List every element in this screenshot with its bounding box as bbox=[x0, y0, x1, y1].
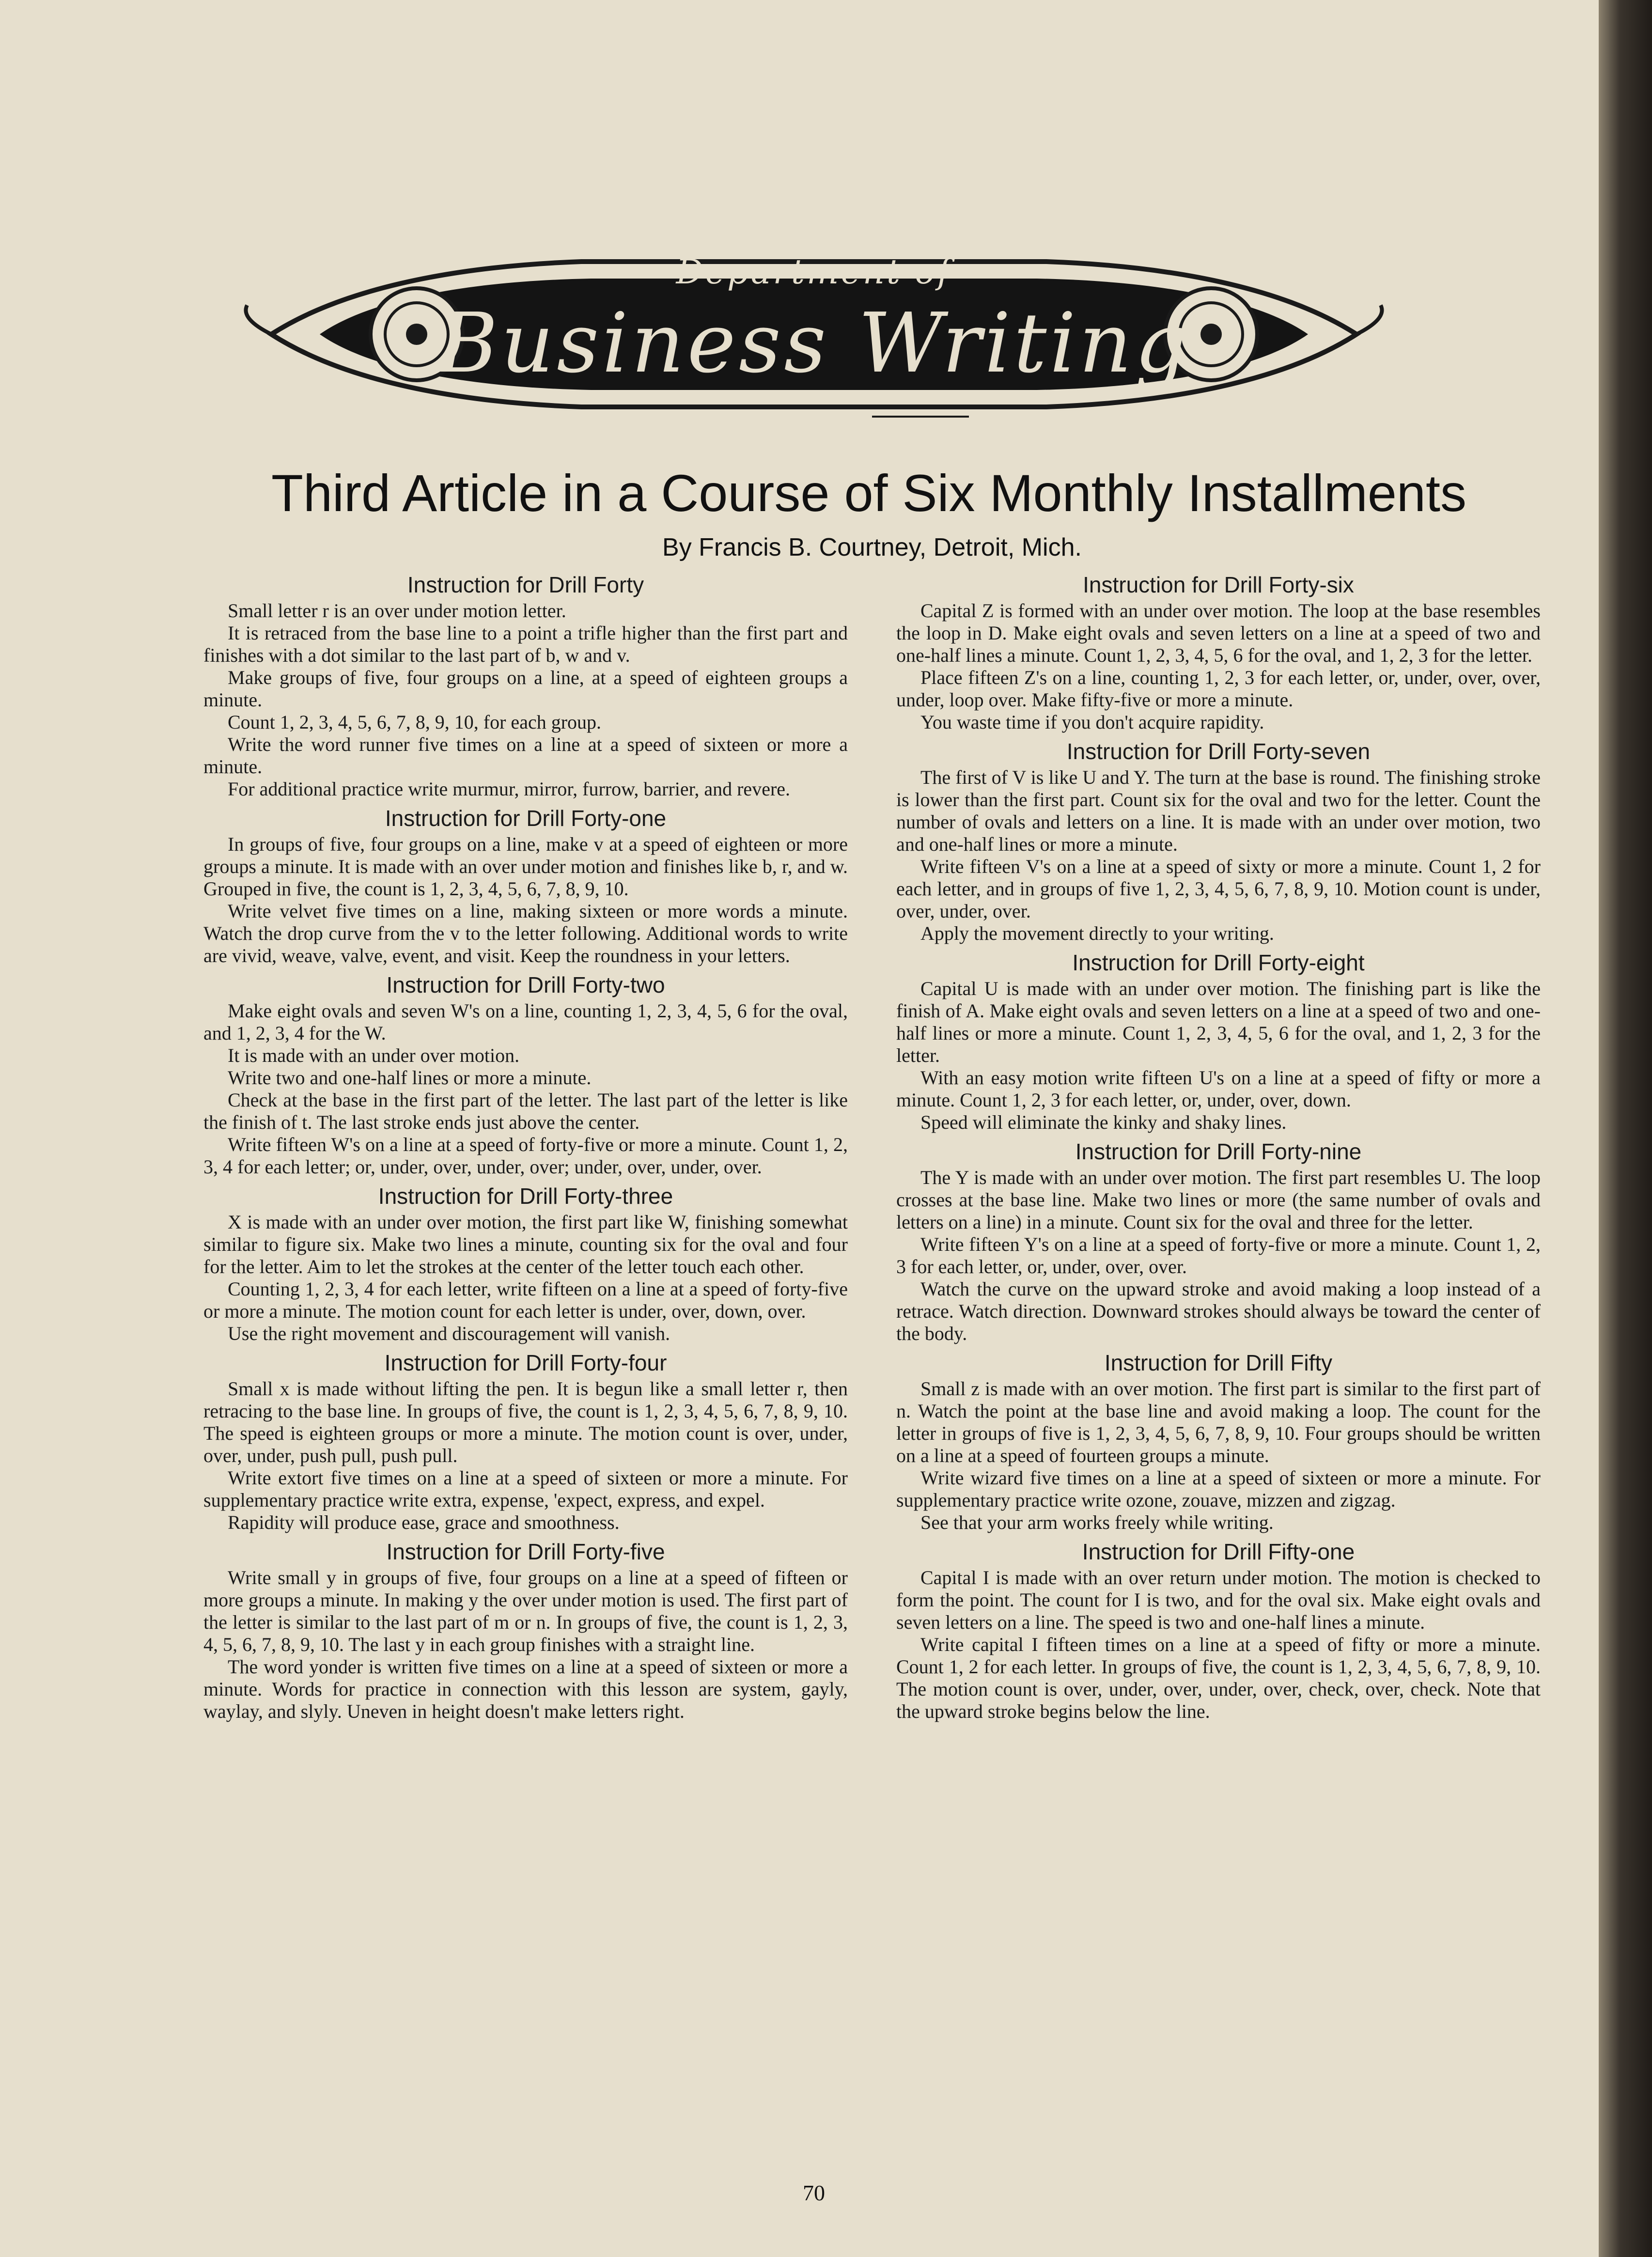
paragraph: Write fifteen W's on a line at a speed of forty-five or more a minute. Count 1, 2, 3, 4 for each letter; or, under, over, under, over; under, over, under, over. bbox=[203, 1134, 848, 1178]
paragraph: Write wizard five times on a line at a speed of sixteen or more a minute. For supplementary practice write ozone, zouave, mizzen and zigzag. bbox=[896, 1467, 1541, 1511]
paragraph: Speed will eliminate the kinky and shaky lines. bbox=[920, 1111, 1287, 1133]
right-column bbox=[896, 567, 1541, 1723]
department-banner bbox=[242, 233, 1386, 436]
paragraph: With an easy motion write fifteen U's on a line at a speed of fifty or more a minute. Count 1, 2, 3 for each letter, or, under, over, down. bbox=[896, 1067, 1541, 1111]
section-heading: Instruction for Drill Forty-three bbox=[378, 1183, 673, 1209]
paragraph: See that your arm works freely while writing. bbox=[920, 1511, 1274, 1533]
paragraph: Capital Z is formed with an under over motion. The loop at the base resembles the loop in D. Make eight ovals and seven letters on a line at a speed of two and one-half lines a minute. Count 1, 2, 3, 4, 5, 6 for the oval, and 1, 2, 3 for the letter. bbox=[896, 600, 1541, 666]
paragraph: Write extort five times on a line at a speed of sixteen or more a minute. For supplementary practice write extra, expense, 'expect, express, and expel. bbox=[203, 1467, 848, 1511]
article-title: Third Article in a Course of Six Monthly Installments bbox=[271, 464, 1466, 522]
section-heading: Instruction for Drill Fifty bbox=[1104, 1350, 1333, 1375]
paragraph: Place fifteen Z's on a line, counting 1, 2, 3 for each letter, or, under, over, over, under, loop over. Make fifty-five or more a minute. bbox=[896, 667, 1541, 711]
paragraph: Apply the movement directly to your writing. bbox=[920, 922, 1274, 944]
section-heading: Instruction for Drill Forty bbox=[407, 572, 644, 597]
section-heading: Instruction for Drill Forty-one bbox=[385, 806, 667, 831]
paragraph: It is retraced from the base line to a point a trifle higher than the first part and finishes with a dot similar to the last part of b, w and v. bbox=[203, 622, 848, 666]
banner-subtitle: Business Writing bbox=[437, 296, 1191, 391]
section-heading: Instruction for Drill Forty-six bbox=[1083, 572, 1354, 597]
left-column bbox=[203, 567, 848, 1723]
paragraph: Write fifteen V's on a line at a speed of sixty or more a minute. Count 1, 2 for each letter, and in groups of five 1, 2, 3, 4, 5, 6, 7, 8, 9, 10. Motion count is under, over, under, over. bbox=[896, 856, 1541, 922]
paragraph: Make groups of five, four groups on a line, at a speed of eighteen groups a minute. bbox=[203, 667, 848, 711]
paragraph: Write fifteen Y's on a line at a speed of forty-five or more a minute. Count 1, 2, 3 for each letter, or, under, over, over. bbox=[896, 1233, 1541, 1277]
paragraph: For additional practice write murmur, mirror, furrow, barrier, and revere. bbox=[228, 778, 791, 800]
page-edge bbox=[1599, 0, 1652, 2257]
byline: By Francis B. Courtney, Detroit, Mich. bbox=[662, 533, 1082, 561]
paragraph: Small letter r is an over under motion letter. bbox=[228, 600, 566, 622]
paragraph: Capital I is made with an over return under motion. The motion is checked to form the point. The count for I is two, and for the oval six. Make eight ovals and seven letters on a line. The speed is two and one-half lines a minute. bbox=[896, 1567, 1541, 1633]
paragraph: Count 1, 2, 3, 4, 5, 6, 7, 8, 9, 10, for each group. bbox=[228, 711, 602, 733]
paragraph: Rapidity will produce ease, grace and smoothness. bbox=[228, 1511, 620, 1533]
paragraph: X is made with an under over motion, the first part like W, finishing somewhat similar to figure six. Make two lines a minute, counting six for the oval and four for the letter. Aim to let the strokes at the center of the letter touch each other. bbox=[203, 1211, 848, 1277]
paragraph: Watch the curve on the upward stroke and avoid making a loop instead of a retrace. Watch direction. Downward strokes should always be toward the center of the body. bbox=[896, 1278, 1541, 1344]
paragraph: Make eight ovals and seven W's on a line, counting 1, 2, 3, 4, 5, 6 for the oval, and 1, 2, 3, 4 for the W. bbox=[203, 1000, 848, 1044]
paragraph: It is made with an under over motion. bbox=[228, 1044, 520, 1066]
paragraph: Write velvet five times on a line, making sixteen or more words a minute. Watch the drop curve from the v to the letter following. Additional words to write are vivid, weave, valve, event, and visit. Keep the roundness in your letters. bbox=[203, 900, 848, 966]
paragraph: You waste time if you don't acquire rapidity. bbox=[920, 711, 1264, 733]
section-heading: Instruction for Drill Forty-four bbox=[384, 1350, 667, 1375]
paragraph: Write small y in groups of five, four groups on a line at a speed of fifteen or more groups a minute. In making y the over under motion is used. The first part of the letter is similar to the last part of m or n. In groups of five, the count is 1, 2, 3, 4, 5, 6, 7, 8, 9, 10. The last y in each group finishes with a straight line. bbox=[203, 1567, 848, 1655]
paragraph: Write the word runner five times on a line at a speed of sixteen or more a minute. bbox=[203, 733, 848, 778]
paragraph: Counting 1, 2, 3, 4 for each letter, write fifteen on a line at a speed of forty-five or more a minute. The motion count for each letter is under, over, down, over. bbox=[203, 1278, 848, 1322]
section-heading: Instruction for Drill Fifty-one bbox=[1082, 1539, 1355, 1564]
section-heading: Instruction for Drill Forty-two bbox=[386, 972, 665, 997]
section-heading: Instruction for Drill Forty-nine bbox=[1075, 1139, 1362, 1164]
section-heading: Instruction for Drill Forty-five bbox=[386, 1539, 665, 1564]
paragraph: Small z is made with an over motion. The first part is similar to the first part of n. Watch the point at the base line and avoid making a loop. The count for the letter in groups of five is 1, 2, 3, 4, 5, 6, 7, 8, 9, 10. Four groups should be written on a line at a speed of fourteen groups a minute. bbox=[896, 1378, 1541, 1466]
banner-title: Department of bbox=[676, 252, 952, 292]
paragraph: Capital U is made with an under over motion. The finishing part is like the finish of A. Make eight ovals and seven letters on a line at a speed of two and one-half lines or more a minute. Count 1, 2, 3, 4, 5, 6 for the oval, and 1, 2, 3 for the letter. bbox=[896, 978, 1541, 1066]
paragraph: Use the right movement and discouragement will vanish. bbox=[228, 1323, 670, 1344]
paragraph: Small x is made without lifting the pen. It is begun like a small letter r, then retracing to the base line. In groups of five, the count is 1, 2, 3, 4, 5, 6, 7, 8, 9, 10. The speed is eighteen groups or more a minute. The motion count is over, under, over, under, push pull, push pull. bbox=[203, 1378, 848, 1466]
section-heading: Instruction for Drill Forty-seven bbox=[1066, 739, 1371, 764]
paragraph: The first of V is like U and Y. The turn at the base is round. The finishing stroke is lower than the first part. Count six for the oval and two for the letter. Count the number of ovals and letters on a line. It is made with an under over motion, two and one-half lines or more a minute. bbox=[896, 766, 1541, 855]
paragraph: The Y is made with an under over motion. The first part resembles U. The loop crosses at the base line. Make two lines or more (the same number of ovals and letters on a line) in a minute. Count six for the oval and three for the letter. bbox=[896, 1167, 1541, 1233]
paragraph: In groups of five, four groups on a line, make v at a speed of eighteen or more groups a minute. It is made with an over under motion and finishes like b, r, and w. Grouped in five, the count is 1, 2, 3, 4, 5, 6, 7, 8, 9, 10. bbox=[203, 833, 848, 900]
paragraph: Check at the base in the first part of the letter. The last part of the letter is like the finish of t. The last stroke ends just above the center. bbox=[203, 1089, 848, 1133]
paragraph: Write capital I fifteen times on a line at a speed of fifty or more a minute. Count 1, 2 for each letter. In groups of five, the count is 1, 2, 3, 4, 5, 6, 7, 8, 9, 10. The motion count is over, under, over, under, over, check, over, check. Note that the upward stroke begins below the line. bbox=[896, 1634, 1541, 1722]
paragraph: Write two and one-half lines or more a minute. bbox=[228, 1067, 592, 1089]
section-heading: Instruction for Drill Forty-eight bbox=[1072, 950, 1365, 975]
paragraph: The word yonder is written five times on a line at a speed of sixteen or more a minute. Words for practice in connection with this lesson are system, gayly, waylay, and slyly. Uneven in height doesn't make letters right. bbox=[203, 1656, 848, 1722]
page-number: 70 bbox=[803, 2180, 825, 2205]
